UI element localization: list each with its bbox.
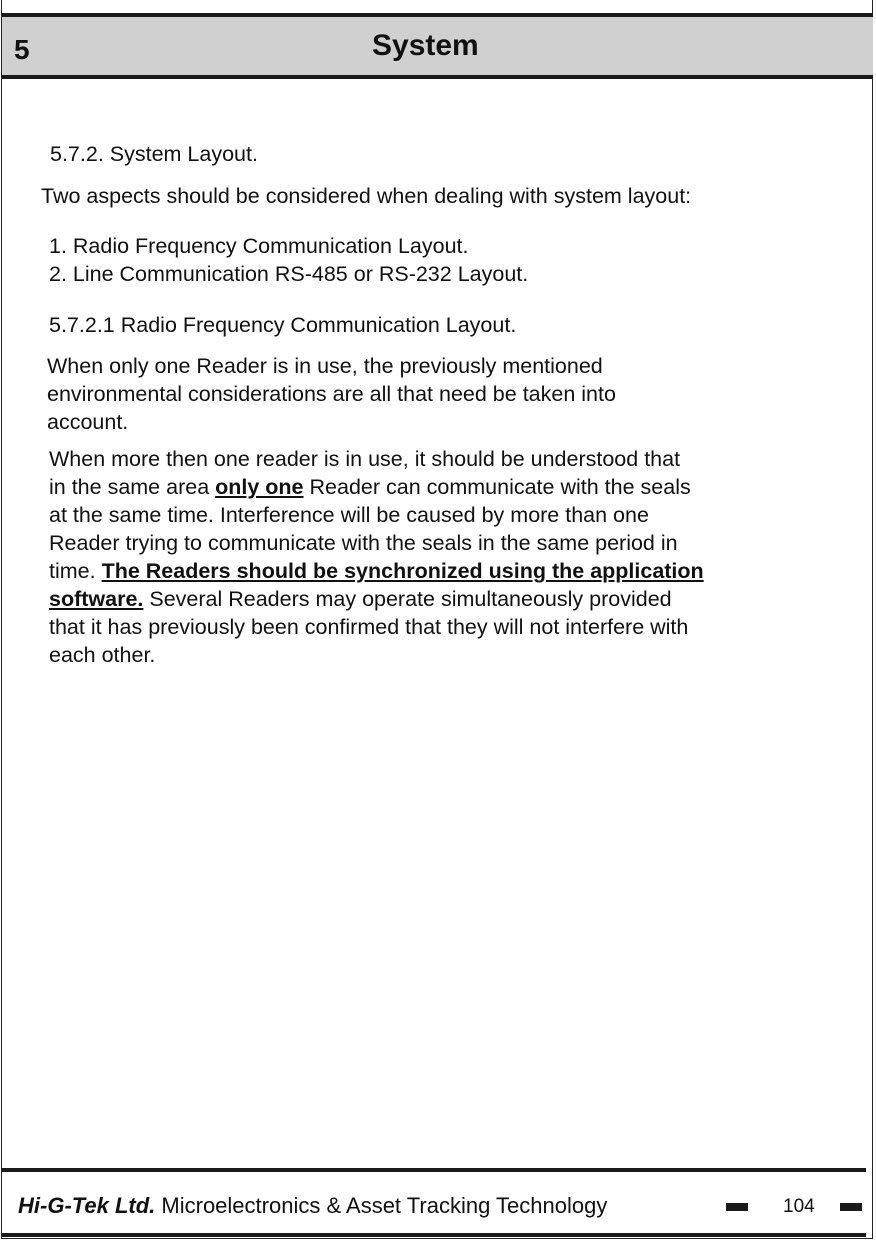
chapter-title: System [372,29,479,62]
paragraph-line: account. [47,410,129,434]
paragraph-line: Reader trying to communicate with the seals in the same period in [49,531,678,555]
text-run: time. [49,559,102,583]
emphasis-synchronized: The Readers should be synchronized using the application [101,559,704,583]
paragraph-line: each other. [49,643,156,667]
text-run: Several Readers may operate simultaneously provided [143,587,672,611]
paragraph-line: that it has previously been confirmed that they will not interfere with [49,615,689,639]
list-item: 2. Line Communication RS-485 or RS-232 Layout. [49,262,529,286]
page-dash-left [726,1203,748,1211]
intro-text: Two aspects should be considered when dealing with system layout: [41,184,692,208]
paragraph-line [49,473,691,501]
emphasis-software: software. [49,587,144,611]
paragraph-line [49,585,672,613]
paragraph-line: When only one Reader is in use, the previously mentioned [47,354,603,378]
company-tagline: Microelectronics & Asset Tracking Technology [155,1193,608,1218]
text-run: Reader can communicate with the seals [303,475,691,499]
page-dash-right [840,1203,862,1211]
paragraph-line: at the same time. Interference will be caused by more than one [49,503,649,527]
paragraph-line [49,557,704,585]
list-item: 1. Radio Frequency Communication Layout. [49,234,469,258]
footer-rule [2,1233,866,1237]
subsection-heading: 5.7.2.1 Radio Frequency Communication Layout. [49,313,517,337]
paragraph-line: environmental considerations are all that need be taken into [47,382,616,406]
chapter-header [2,13,873,79]
emphasis-only-one: only one [215,475,304,499]
section-heading: 5.7.2. System Layout. [50,142,258,166]
footer-brand [18,1192,607,1220]
company-name: Hi-G-Tek Ltd. [18,1193,156,1218]
footer-rule [2,1168,866,1172]
paragraph-line: When more then one reader is in use, it should be understood that [49,447,681,471]
text-run: in the same area [49,475,216,499]
page-number: 104 [783,1196,815,1217]
chapter-number: 5 [14,34,30,65]
